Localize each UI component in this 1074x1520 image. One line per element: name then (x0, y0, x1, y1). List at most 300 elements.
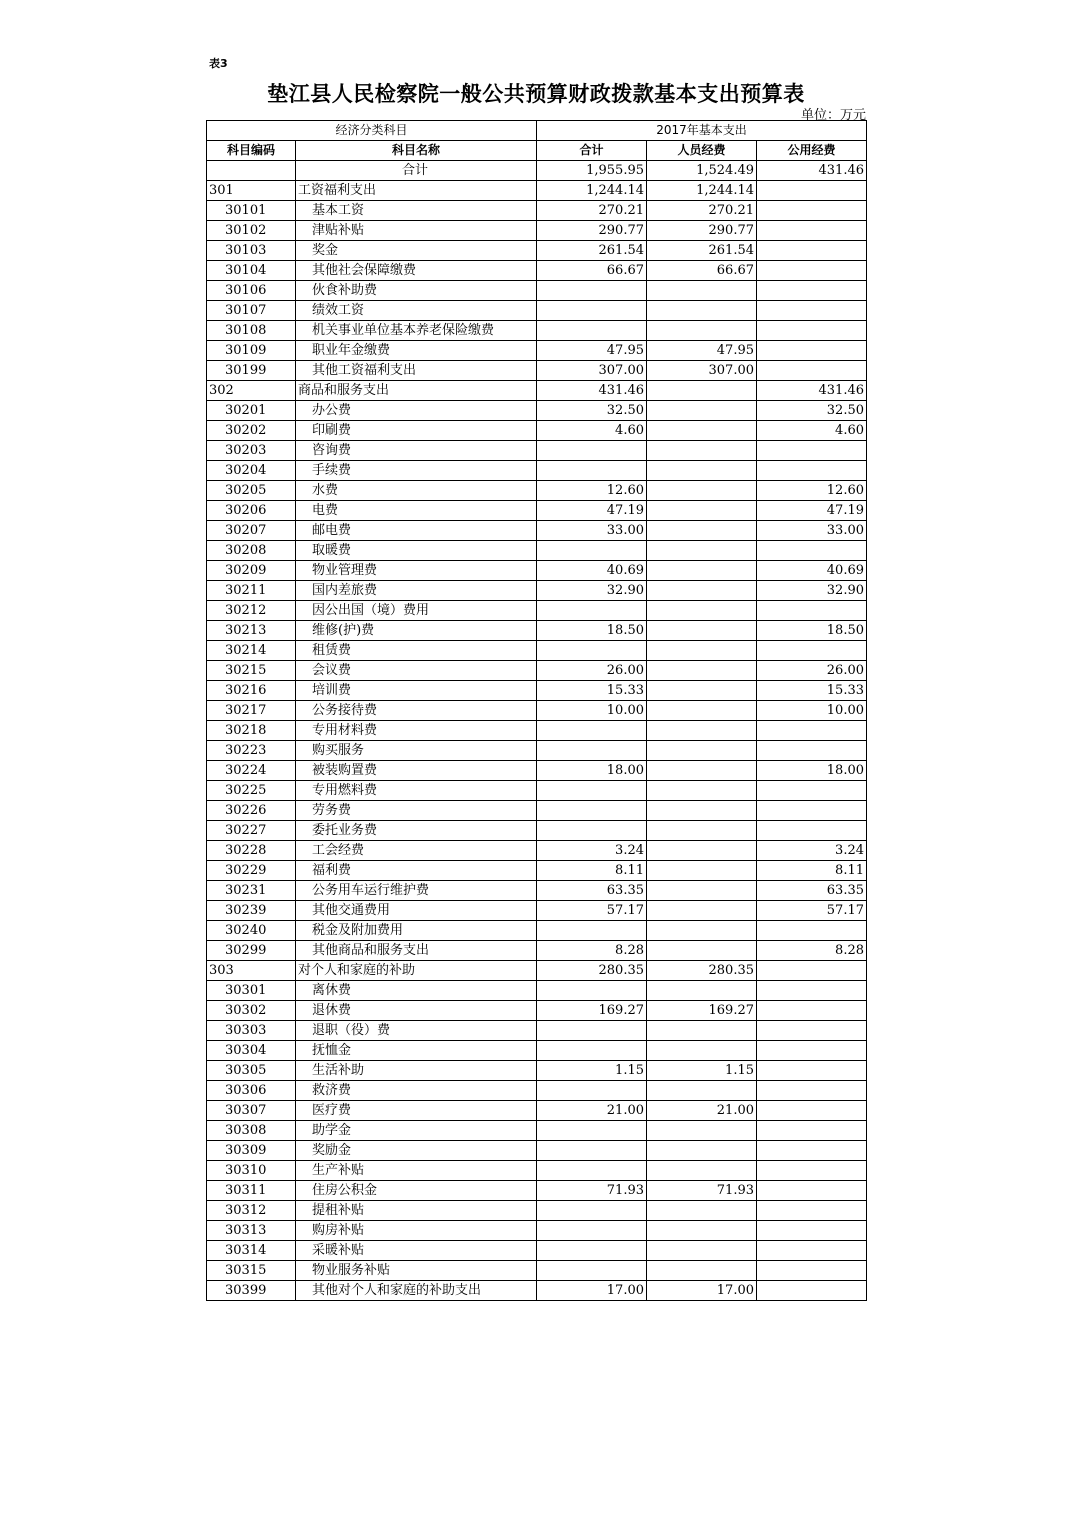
row-public: 431.46 (757, 161, 867, 181)
row-total: 21.00 (537, 1101, 647, 1121)
row-public (757, 321, 867, 341)
row-personnel: 290.77 (647, 221, 757, 241)
row-personnel (647, 381, 757, 401)
row-personnel (647, 281, 757, 301)
table-row (207, 581, 867, 601)
row-public: 8.11 (757, 861, 867, 881)
row-total: 431.46 (537, 381, 647, 401)
row-name: 物业管理费 (296, 561, 537, 581)
row-personnel (647, 821, 757, 841)
row-public (757, 1061, 867, 1081)
row-code: 30203 (207, 441, 296, 461)
row-code: 30205 (207, 481, 296, 501)
row-name: 助学金 (296, 1121, 537, 1141)
header-economic-classification: 经济分类科目 (207, 121, 537, 141)
row-public (757, 921, 867, 941)
row-personnel: 47.95 (647, 341, 757, 361)
row-personnel (647, 401, 757, 421)
table-row (207, 1181, 867, 1201)
table-row (207, 641, 867, 661)
row-name: 国内差旅费 (296, 581, 537, 601)
row-public (757, 821, 867, 841)
row-total: 8.28 (537, 941, 647, 961)
row-public: 4.60 (757, 421, 867, 441)
row-code: 30304 (207, 1041, 296, 1061)
table-row (207, 201, 867, 221)
row-name: 救济费 (296, 1081, 537, 1101)
row-personnel: 1.15 (647, 1061, 757, 1081)
row-total (537, 921, 647, 941)
row-total (537, 281, 647, 301)
row-total: 71.93 (537, 1181, 647, 1201)
row-total: 47.19 (537, 501, 647, 521)
row-public: 15.33 (757, 681, 867, 701)
row-personnel (647, 301, 757, 321)
table-row (207, 681, 867, 701)
table-row (207, 861, 867, 881)
row-code: 30218 (207, 721, 296, 741)
table-row (207, 261, 867, 281)
row-total (537, 1081, 647, 1101)
row-name: 住房公积金 (296, 1181, 537, 1201)
row-total: 4.60 (537, 421, 647, 441)
row-personnel: 1,524.49 (647, 161, 757, 181)
row-code: 303 (207, 961, 296, 981)
row-name: 奖金 (296, 241, 537, 261)
row-name: 抚恤金 (296, 1041, 537, 1061)
row-total (537, 441, 647, 461)
row-code: 30207 (207, 521, 296, 541)
row-personnel (647, 841, 757, 861)
row-code: 30227 (207, 821, 296, 841)
table-row (207, 441, 867, 461)
row-total: 3.24 (537, 841, 647, 861)
table-row (207, 881, 867, 901)
header-total: 合计 (537, 141, 647, 161)
table-row (207, 361, 867, 381)
row-name: 机关事业单位基本养老保险缴费 (296, 321, 537, 341)
row-personnel (647, 861, 757, 881)
row-public: 431.46 (757, 381, 867, 401)
row-personnel (647, 701, 757, 721)
row-total (537, 641, 647, 661)
row-total: 32.50 (537, 401, 647, 421)
table-row (207, 841, 867, 861)
row-total: 47.95 (537, 341, 647, 361)
row-personnel: 17.00 (647, 1281, 757, 1301)
row-personnel (647, 581, 757, 601)
row-personnel (647, 661, 757, 681)
row-total (537, 321, 647, 341)
row-public (757, 301, 867, 321)
row-total: 32.90 (537, 581, 647, 601)
row-public (757, 1181, 867, 1201)
row-name: 取暖费 (296, 541, 537, 561)
row-total (537, 301, 647, 321)
row-total (537, 541, 647, 561)
row-total: 280.35 (537, 961, 647, 981)
row-name: 购买服务 (296, 741, 537, 761)
row-public (757, 461, 867, 481)
row-personnel (647, 1121, 757, 1141)
table-row (207, 901, 867, 921)
row-personnel (647, 721, 757, 741)
row-personnel (647, 461, 757, 481)
row-name: 专用材料费 (296, 721, 537, 741)
row-code: 30314 (207, 1241, 296, 1261)
row-code: 30199 (207, 361, 296, 381)
row-code: 30307 (207, 1101, 296, 1121)
row-public: 26.00 (757, 661, 867, 681)
row-code (207, 161, 296, 181)
table-row (207, 301, 867, 321)
table-row (207, 241, 867, 261)
row-total (537, 1261, 647, 1281)
row-public: 18.00 (757, 761, 867, 781)
row-code: 30312 (207, 1201, 296, 1221)
row-public: 57.17 (757, 901, 867, 921)
row-name: 邮电费 (296, 521, 537, 541)
row-name: 咨询费 (296, 441, 537, 461)
row-total: 33.00 (537, 521, 647, 541)
row-code: 30311 (207, 1181, 296, 1201)
row-name: 福利费 (296, 861, 537, 881)
row-name: 劳务费 (296, 801, 537, 821)
row-total: 40.69 (537, 561, 647, 581)
table-row (207, 461, 867, 481)
row-name: 其他工资福利支出 (296, 361, 537, 381)
row-code: 30240 (207, 921, 296, 941)
row-code: 30299 (207, 941, 296, 961)
row-name: 税金及附加费用 (296, 921, 537, 941)
row-code: 30201 (207, 401, 296, 421)
row-total: 261.54 (537, 241, 647, 261)
row-total: 10.00 (537, 701, 647, 721)
table-row (207, 1061, 867, 1081)
row-personnel (647, 541, 757, 561)
row-personnel (647, 981, 757, 1001)
row-code: 30206 (207, 501, 296, 521)
table-row (207, 801, 867, 821)
table-row (207, 401, 867, 421)
row-code: 30226 (207, 801, 296, 821)
row-code: 30303 (207, 1021, 296, 1041)
table-row (207, 701, 867, 721)
table-row (207, 1221, 867, 1241)
row-name: 会议费 (296, 661, 537, 681)
row-name: 委托业务费 (296, 821, 537, 841)
row-personnel (647, 421, 757, 441)
row-public: 47.19 (757, 501, 867, 521)
table-row (207, 741, 867, 761)
table-row (207, 961, 867, 981)
table-row (207, 721, 867, 741)
table-row (207, 1261, 867, 1281)
row-name: 工会经费 (296, 841, 537, 861)
header-public: 公用经费 (757, 141, 867, 161)
row-code: 30313 (207, 1221, 296, 1241)
row-public: 32.50 (757, 401, 867, 421)
table-row (207, 1201, 867, 1221)
row-public (757, 641, 867, 661)
row-personnel (647, 801, 757, 821)
row-code: 30301 (207, 981, 296, 1001)
table-row (207, 981, 867, 1001)
budget-table (206, 120, 867, 1301)
row-public (757, 981, 867, 1001)
row-code: 30239 (207, 901, 296, 921)
table-row (207, 601, 867, 621)
row-total (537, 1141, 647, 1161)
row-total: 12.60 (537, 481, 647, 501)
row-personnel (647, 921, 757, 941)
row-personnel (647, 1141, 757, 1161)
row-public (757, 1241, 867, 1261)
row-code: 30212 (207, 601, 296, 621)
row-total: 8.11 (537, 861, 647, 881)
row-name: 职业年金缴费 (296, 341, 537, 361)
row-personnel (647, 761, 757, 781)
row-public (757, 781, 867, 801)
row-code: 30229 (207, 861, 296, 881)
row-name: 专用燃料费 (296, 781, 537, 801)
row-total (537, 1221, 647, 1241)
row-code: 30308 (207, 1121, 296, 1141)
row-public (757, 261, 867, 281)
table-row (207, 761, 867, 781)
row-public (757, 1041, 867, 1061)
row-personnel: 66.67 (647, 261, 757, 281)
table-row (207, 821, 867, 841)
row-total: 1,244.14 (537, 181, 647, 201)
row-public: 40.69 (757, 561, 867, 581)
row-personnel (647, 1261, 757, 1281)
row-total: 18.50 (537, 621, 647, 641)
page-title: 垫江县人民检察院一般公共预算财政拨款基本支出预算表 (267, 82, 805, 106)
table-row (207, 921, 867, 941)
row-total (537, 821, 647, 841)
row-code: 30224 (207, 761, 296, 781)
row-personnel: 21.00 (647, 1101, 757, 1121)
row-total (537, 461, 647, 481)
row-code: 30305 (207, 1061, 296, 1081)
row-public: 8.28 (757, 941, 867, 961)
row-name: 退休费 (296, 1001, 537, 1021)
row-code: 30225 (207, 781, 296, 801)
row-name: 手续费 (296, 461, 537, 481)
row-personnel: 169.27 (647, 1001, 757, 1021)
row-code: 30399 (207, 1281, 296, 1301)
row-public (757, 201, 867, 221)
row-public (757, 1121, 867, 1141)
row-personnel (647, 781, 757, 801)
row-public: 3.24 (757, 841, 867, 861)
row-total (537, 1201, 647, 1221)
row-personnel (647, 741, 757, 761)
row-public (757, 1281, 867, 1301)
row-total: 18.00 (537, 761, 647, 781)
row-name: 印刷费 (296, 421, 537, 441)
row-code: 30101 (207, 201, 296, 221)
row-name: 公务用车运行维护费 (296, 881, 537, 901)
row-total (537, 721, 647, 741)
header-basic-expenditure-2017: 2017年基本支出 (537, 121, 867, 141)
table-row (207, 481, 867, 501)
row-total (537, 801, 647, 821)
header-name: 科目名称 (296, 141, 537, 161)
row-name: 其他交通费用 (296, 901, 537, 921)
row-total: 66.67 (537, 261, 647, 281)
table-row (207, 281, 867, 301)
row-personnel: 270.21 (647, 201, 757, 221)
row-personnel: 280.35 (647, 961, 757, 981)
row-total: 290.77 (537, 221, 647, 241)
row-personnel (647, 501, 757, 521)
row-personnel: 71.93 (647, 1181, 757, 1201)
row-total (537, 741, 647, 761)
row-total: 1.15 (537, 1061, 647, 1081)
row-name: 津贴补贴 (296, 221, 537, 241)
table-row (207, 1041, 867, 1061)
row-public: 12.60 (757, 481, 867, 501)
row-code: 30108 (207, 321, 296, 341)
row-code: 30231 (207, 881, 296, 901)
row-total (537, 1241, 647, 1261)
row-personnel (647, 1201, 757, 1221)
row-name: 生产补贴 (296, 1161, 537, 1181)
row-name: 商品和服务支出 (296, 381, 537, 401)
header-code: 科目编码 (207, 141, 296, 161)
row-public (757, 181, 867, 201)
row-code: 30228 (207, 841, 296, 861)
table-row (207, 621, 867, 641)
row-public (757, 361, 867, 381)
row-code: 30214 (207, 641, 296, 661)
row-code: 30104 (207, 261, 296, 281)
row-name: 因公出国（境）费用 (296, 601, 537, 621)
row-code: 30109 (207, 341, 296, 361)
table-row (207, 521, 867, 541)
row-public (757, 1201, 867, 1221)
row-code: 30107 (207, 301, 296, 321)
row-personnel (647, 1081, 757, 1101)
row-personnel (647, 1021, 757, 1041)
row-name: 培训费 (296, 681, 537, 701)
row-public (757, 1081, 867, 1101)
table-row (207, 221, 867, 241)
row-personnel (647, 681, 757, 701)
table-row (207, 321, 867, 341)
row-code: 30106 (207, 281, 296, 301)
row-personnel (647, 621, 757, 641)
row-public: 18.50 (757, 621, 867, 641)
row-public (757, 1001, 867, 1021)
row-public (757, 1261, 867, 1281)
row-public (757, 601, 867, 621)
row-personnel (647, 601, 757, 621)
row-name: 基本工资 (296, 201, 537, 221)
row-personnel: 1,244.14 (647, 181, 757, 201)
table-row (207, 501, 867, 521)
table-row (207, 561, 867, 581)
row-name: 物业服务补贴 (296, 1261, 537, 1281)
row-total: 63.35 (537, 881, 647, 901)
table-row (207, 381, 867, 401)
row-personnel (647, 1221, 757, 1241)
table-row (207, 181, 867, 201)
row-personnel (647, 441, 757, 461)
row-name: 退职（役）费 (296, 1021, 537, 1041)
row-public (757, 1021, 867, 1041)
row-personnel (647, 1161, 757, 1181)
row-code: 30216 (207, 681, 296, 701)
row-code: 302 (207, 381, 296, 401)
row-personnel: 307.00 (647, 361, 757, 381)
row-code: 30209 (207, 561, 296, 581)
row-code: 30217 (207, 701, 296, 721)
row-personnel (647, 481, 757, 501)
row-code: 30208 (207, 541, 296, 561)
table-row (207, 941, 867, 961)
row-total (537, 601, 647, 621)
row-name: 工资福利支出 (296, 181, 537, 201)
row-code: 30315 (207, 1261, 296, 1281)
row-name: 伙食补助费 (296, 281, 537, 301)
row-code: 301 (207, 181, 296, 201)
row-public (757, 541, 867, 561)
table-row (207, 1161, 867, 1181)
row-public (757, 341, 867, 361)
row-name: 提租补贴 (296, 1201, 537, 1221)
row-total: 307.00 (537, 361, 647, 381)
table-row (207, 541, 867, 561)
table-row (207, 1121, 867, 1141)
table-row (207, 1241, 867, 1261)
row-total (537, 1161, 647, 1181)
row-public: 10.00 (757, 701, 867, 721)
row-public: 63.35 (757, 881, 867, 901)
table-row (207, 161, 867, 181)
row-public: 32.90 (757, 581, 867, 601)
row-name: 维修(护)费 (296, 621, 537, 641)
table-row (207, 421, 867, 441)
row-public: 33.00 (757, 521, 867, 541)
row-total: 270.21 (537, 201, 647, 221)
row-personnel (647, 941, 757, 961)
table-body (207, 161, 867, 1301)
row-public (757, 241, 867, 261)
row-code: 30223 (207, 741, 296, 761)
row-name: 奖励金 (296, 1141, 537, 1161)
table-row (207, 341, 867, 361)
row-public (757, 281, 867, 301)
row-public (757, 721, 867, 741)
row-name: 其他商品和服务支出 (296, 941, 537, 961)
row-public (757, 1141, 867, 1161)
row-code: 30211 (207, 581, 296, 601)
row-total (537, 1041, 647, 1061)
row-name: 采暖补贴 (296, 1241, 537, 1261)
row-total (537, 981, 647, 1001)
row-code: 30310 (207, 1161, 296, 1181)
row-public (757, 1221, 867, 1241)
row-name: 被装购置费 (296, 761, 537, 781)
row-personnel (647, 561, 757, 581)
row-personnel (647, 1041, 757, 1061)
row-public (757, 1101, 867, 1121)
row-name: 生活补助 (296, 1061, 537, 1081)
row-code: 30213 (207, 621, 296, 641)
